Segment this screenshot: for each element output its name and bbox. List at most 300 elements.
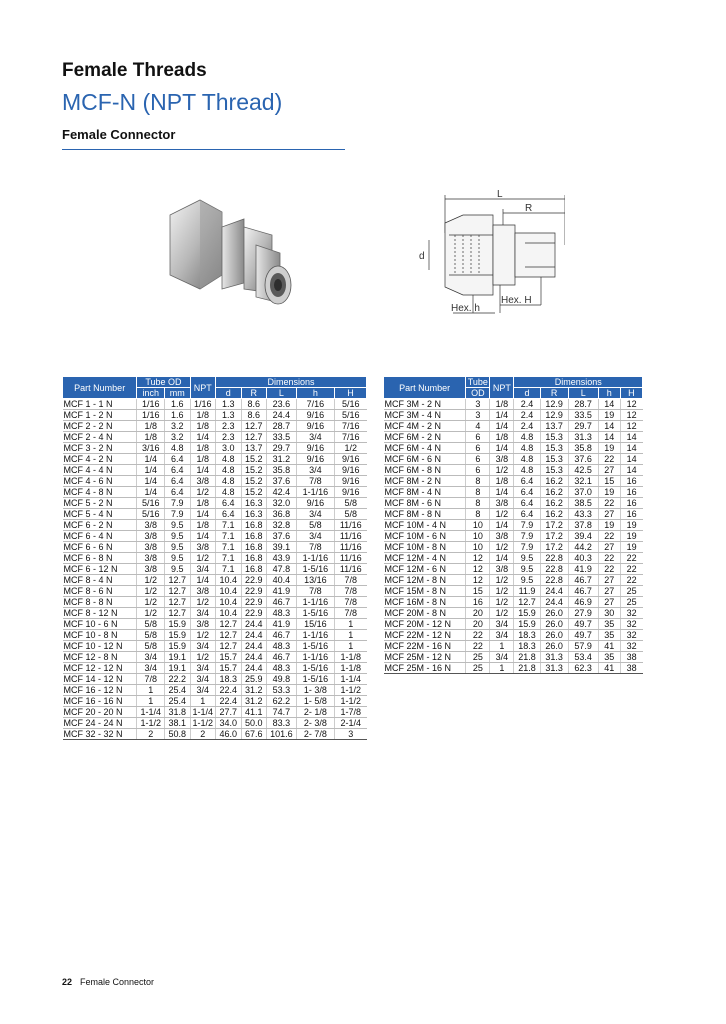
table-cell: MCF 22M - 16 N (384, 641, 466, 652)
table-cell: 9/16 (296, 498, 334, 509)
table-cell: 83.3 (267, 718, 297, 729)
table-row (384, 421, 643, 432)
table-cell: MCF 4 - 6 N (63, 476, 137, 487)
table-cell: 15.2 (241, 476, 267, 487)
table-cell: 4.8 (514, 465, 540, 476)
table-cell: 9.5 (165, 520, 191, 531)
table-cell: 1/2 (137, 586, 165, 597)
table-cell: 1/8 (490, 399, 514, 410)
table-cell: 7.1 (216, 564, 242, 575)
table-cell: 1/16 (190, 399, 216, 410)
table-cell: 9/16 (335, 487, 367, 498)
table-cell: 53.4 (568, 652, 598, 663)
table-cell: 4.8 (514, 454, 540, 465)
table-cell: 41 (598, 663, 620, 674)
table-cell: MCF 12M - 4 N (384, 553, 466, 564)
table-cell: 7.1 (216, 531, 242, 542)
table-cell: 1/4 (137, 465, 165, 476)
table-cell: 7/16 (335, 432, 367, 443)
table-cell: 25 (466, 652, 490, 663)
table-cell: 7/8 (296, 476, 334, 487)
table-cell: MCF 16 - 12 N (63, 685, 137, 696)
table-cell: 3/4 (190, 641, 216, 652)
table-cell: 25.4 (165, 696, 191, 707)
table-cell: 40.4 (267, 575, 297, 586)
table-cell: 12.7 (216, 641, 242, 652)
table-cell: 3/4 (296, 509, 334, 520)
table-cell: 1 (490, 641, 514, 652)
table-cell: 3/4 (137, 652, 165, 663)
table-cell: 41.9 (267, 586, 297, 597)
table-cell: 1/4 (490, 421, 514, 432)
table-cell: MCF 8M - 8 N (384, 509, 466, 520)
product-subtitle: Female Connector (62, 127, 176, 142)
table-cell: 16.2 (540, 509, 568, 520)
table-cell: 22 (620, 575, 642, 586)
table-row (384, 410, 643, 421)
table-cell: 22 (598, 531, 620, 542)
col-r: R (540, 388, 568, 399)
table-cell: 6.4 (514, 476, 540, 487)
table-cell: 11.9 (514, 586, 540, 597)
table-cell: 1/8 (137, 432, 165, 443)
table-cell: 7.9 (165, 509, 191, 520)
table-cell: 17.2 (540, 520, 568, 531)
table-cell: MCF 15M - 8 N (384, 586, 466, 597)
table-cell: 22 (466, 641, 490, 652)
table-cell: MCF 4 - 2 N (63, 454, 137, 465)
table-row (63, 718, 367, 729)
table-cell: 46.0 (216, 729, 242, 740)
table-cell: 4.8 (165, 443, 191, 454)
table-cell: 1/2 (490, 509, 514, 520)
table-cell: 1-5/16 (296, 608, 334, 619)
table-row (384, 509, 643, 520)
table-cell: MCF 8 - 12 N (63, 608, 137, 619)
table-row (63, 487, 367, 498)
col-d: d (514, 388, 540, 399)
table-cell: 2.4 (514, 410, 540, 421)
table-cell: 49.7 (568, 630, 598, 641)
table-cell: 27 (598, 597, 620, 608)
table-cell: 46.7 (568, 586, 598, 597)
col-h-large: H (335, 388, 367, 399)
table-cell: 1-1/16 (296, 630, 334, 641)
col-dimensions: Dimensions (514, 377, 643, 388)
table-cell: 1-1/16 (296, 553, 334, 564)
table-cell: 30 (598, 608, 620, 619)
table-row (63, 476, 367, 487)
table-row (384, 663, 643, 674)
table-cell: 22.9 (241, 597, 267, 608)
col-dimensions: Dimensions (216, 377, 367, 388)
table-cell: 18.3 (514, 641, 540, 652)
table-cell: 12.9 (540, 399, 568, 410)
col-mm: mm (165, 388, 191, 399)
table-cell: 46.7 (267, 630, 297, 641)
table-row (63, 696, 367, 707)
table-cell: MCF 8M - 2 N (384, 476, 466, 487)
table-cell: 16.8 (241, 553, 267, 564)
table-cell: 5/8 (335, 498, 367, 509)
table-cell: 1-1/8 (335, 663, 367, 674)
col-tube: Tube (467, 377, 488, 387)
table-cell: 3/4 (296, 465, 334, 476)
table-cell: 3 (466, 399, 490, 410)
col-tube-od: Tube OD (137, 377, 190, 388)
table-row (384, 564, 643, 575)
table-cell: 8 (466, 509, 490, 520)
table-cell: 20 (466, 608, 490, 619)
table-cell: MCF 20M - 8 N (384, 608, 466, 619)
table-cell: MCF 2 - 4 N (63, 432, 137, 443)
table-cell: 28.7 (568, 399, 598, 410)
table-cell: 7.9 (514, 520, 540, 531)
table-row (384, 432, 643, 443)
table-cell: 7.9 (514, 531, 540, 542)
table-cell: 9.5 (165, 531, 191, 542)
table-cell: 1/8 (190, 421, 216, 432)
table-cell: 10 (466, 531, 490, 542)
table-row (384, 553, 643, 564)
table-cell: 1-1/16 (296, 652, 334, 663)
table-cell: 15.9 (165, 641, 191, 652)
table-cell: 15.3 (540, 465, 568, 476)
table-cell: MCF 22M - 12 N (384, 630, 466, 641)
table-cell: 26.0 (540, 608, 568, 619)
table-cell: 41.9 (267, 619, 297, 630)
table-cell: 48.3 (267, 608, 297, 619)
table-cell: 3/8 (137, 520, 165, 531)
table-cell: 1-1/2 (190, 718, 216, 729)
table-row (63, 520, 367, 531)
table-cell: 22.4 (216, 696, 242, 707)
table-cell: 3/4 (190, 663, 216, 674)
table-cell: 18.3 (216, 674, 242, 685)
table-cell: 12 (620, 410, 642, 421)
table-cell: 6.4 (165, 476, 191, 487)
hex-h-label: Hex. h (451, 303, 480, 314)
table-cell: 3.2 (165, 421, 191, 432)
col-npt: NPT (190, 377, 216, 399)
table-cell: MCF 12M - 6 N (384, 564, 466, 575)
table-cell: 1/2 (137, 575, 165, 586)
table-cell: MCF 8 - 8 N (63, 597, 137, 608)
table-cell: 6.4 (216, 509, 242, 520)
table-cell: 11/16 (335, 542, 367, 553)
table-cell: 1/4 (490, 487, 514, 498)
table-cell: 15.3 (540, 443, 568, 454)
table-cell: 25 (620, 597, 642, 608)
table-cell: 12.7 (216, 630, 242, 641)
table-cell: 19 (598, 443, 620, 454)
table-cell: MCF 12M - 8 N (384, 575, 466, 586)
table-cell: 28.7 (267, 421, 297, 432)
table-cell: 4.8 (216, 454, 242, 465)
table-row (63, 465, 367, 476)
table-cell: 5/8 (137, 630, 165, 641)
table-row (63, 707, 367, 718)
table-cell: 3/4 (490, 652, 514, 663)
table-cell: 101.6 (267, 729, 297, 740)
section-title: Female Threads (62, 60, 207, 81)
table-cell: 24.4 (540, 597, 568, 608)
table-cell: 42.5 (568, 465, 598, 476)
col-d: d (216, 388, 242, 399)
table-cell: 13.7 (540, 421, 568, 432)
table-cell: 3/4 (190, 685, 216, 696)
table-cell: 9.5 (514, 553, 540, 564)
table-cell: 7.1 (216, 520, 242, 531)
table-cell: MCF 5 - 2 N (63, 498, 137, 509)
table-cell: MCF 1 - 2 N (63, 410, 137, 421)
table-cell: 27 (598, 542, 620, 553)
table-cell: 1 (335, 630, 367, 641)
table-cell: 3/8 (190, 586, 216, 597)
table-cell: 1.6 (165, 399, 191, 410)
table-cell: 10 (466, 542, 490, 553)
col-od: OD (466, 388, 490, 399)
table-cell: 24.4 (241, 663, 267, 674)
table-cell: 12.7 (165, 597, 191, 608)
table-cell: 1/8 (190, 454, 216, 465)
col-h-small: h (598, 388, 620, 399)
col-r: R (241, 388, 267, 399)
table-cell: MCF 3 - 2 N (63, 443, 137, 454)
table-cell: 3/8 (190, 619, 216, 630)
table-cell: 7/16 (335, 421, 367, 432)
table-row (63, 608, 367, 619)
table-cell: MCF 6 - 6 N (63, 542, 137, 553)
table-row (384, 586, 643, 597)
table-cell: 5/8 (335, 509, 367, 520)
col-npt: NPT (490, 377, 514, 399)
table-cell: 9.5 (165, 542, 191, 553)
table-cell: 3/8 (137, 531, 165, 542)
table-cell: 22 (598, 498, 620, 509)
table-cell: 1/8 (190, 498, 216, 509)
table-cell: 9/16 (296, 410, 334, 421)
table-cell: 1/4 (190, 575, 216, 586)
table-cell: 46.7 (267, 597, 297, 608)
table-cell: 11/16 (335, 553, 367, 564)
table-cell: 3/4 (190, 674, 216, 685)
table-cell: 37.6 (267, 476, 297, 487)
inch-dimension-table (62, 376, 367, 740)
table-cell: 43.9 (267, 553, 297, 564)
table-cell: 12 (620, 421, 642, 432)
table-cell: 1/2 (490, 575, 514, 586)
table-cell: MCF 8 - 6 N (63, 586, 137, 597)
table-cell: 22.8 (540, 564, 568, 575)
table-cell: 1 (137, 696, 165, 707)
table-cell: MCF 3M - 4 N (384, 410, 466, 421)
table-row (384, 630, 643, 641)
table-cell: 15.3 (540, 454, 568, 465)
table-cell: 19 (620, 520, 642, 531)
table-cell: 6.4 (514, 498, 540, 509)
table-cell: 16.3 (241, 509, 267, 520)
table-cell: 1.3 (216, 410, 242, 421)
table-cell: 26.0 (540, 630, 568, 641)
table-cell: 32.1 (568, 476, 598, 487)
table-cell: 12 (466, 564, 490, 575)
table-cell: 1-1/16 (296, 487, 334, 498)
table-cell: 22.8 (540, 575, 568, 586)
table-cell: 24.4 (540, 586, 568, 597)
table-cell: MCF 10M - 8 N (384, 542, 466, 553)
table-cell: 17.2 (540, 531, 568, 542)
table-cell: 2.3 (216, 421, 242, 432)
table-cell: 9.5 (165, 564, 191, 575)
table-cell: MCF 12 - 8 N (63, 652, 137, 663)
table-cell: 8.6 (241, 399, 267, 410)
dimension-drawing (415, 185, 565, 320)
table-cell: 49.7 (568, 619, 598, 630)
table-cell: MCF 5 - 4 N (63, 509, 137, 520)
table-cell: 2- 3/8 (296, 718, 334, 729)
table-cell: 1-1/2 (335, 685, 367, 696)
table-cell: 15 (466, 586, 490, 597)
table-row (63, 454, 367, 465)
table-cell: 1/4 (190, 509, 216, 520)
table-cell: 1/4 (490, 410, 514, 421)
table-cell: 3 (335, 729, 367, 740)
table-cell: 1/8 (190, 410, 216, 421)
table-cell: MCF 32 - 32 N (63, 729, 137, 740)
table-cell: 2- 7/8 (296, 729, 334, 740)
table-cell: 5/16 (137, 498, 165, 509)
table-cell: 11/16 (335, 520, 367, 531)
table-cell: 1.3 (216, 399, 242, 410)
table-cell: 32.8 (267, 520, 297, 531)
table-row (63, 498, 367, 509)
table-cell: 16.2 (540, 476, 568, 487)
table-cell: 3/8 (137, 542, 165, 553)
table-cell: 1-1/2 (137, 718, 165, 729)
table-row (63, 509, 367, 520)
table-cell: 22.9 (241, 575, 267, 586)
table-cell: 1 (335, 619, 367, 630)
table-row (384, 399, 643, 410)
table-cell: 15.9 (514, 619, 540, 630)
table-cell: 47.8 (267, 564, 297, 575)
table-cell: 32 (620, 641, 642, 652)
table-cell: 12.7 (165, 608, 191, 619)
table-cell: 1-5/16 (296, 663, 334, 674)
table-cell: 46.9 (568, 597, 598, 608)
table-cell: 1/4 (490, 553, 514, 564)
table-cell: 22 (620, 553, 642, 564)
table-cell: 35.8 (267, 465, 297, 476)
table-cell: 9/16 (296, 454, 334, 465)
table-cell: 12.7 (241, 421, 267, 432)
table-cell: 26.0 (540, 619, 568, 630)
col-h-small: h (296, 388, 334, 399)
table-cell: 16 (620, 487, 642, 498)
table-cell: 2 (137, 729, 165, 740)
table-row (384, 498, 643, 509)
table-cell: 35.8 (568, 443, 598, 454)
table-cell: 3 (466, 410, 490, 421)
table-cell: 1-1/2 (335, 696, 367, 707)
table-cell: 10.4 (216, 608, 242, 619)
table-cell: 2-1/4 (335, 718, 367, 729)
table-cell: 1 (137, 685, 165, 696)
table-cell: 1-1/4 (335, 674, 367, 685)
table-cell: 12.7 (216, 619, 242, 630)
table-cell: 9.5 (514, 564, 540, 575)
table-row (63, 619, 367, 630)
table-cell: 1-5/16 (296, 564, 334, 575)
table-cell: 22.9 (241, 586, 267, 597)
table-cell: 15.2 (241, 487, 267, 498)
model-title: MCF-N (NPT Thread) (62, 89, 283, 115)
table-cell: 1/2 (190, 630, 216, 641)
table-cell: 19 (598, 487, 620, 498)
table-cell: 25 (620, 586, 642, 597)
table-cell: 1/16 (137, 399, 165, 410)
table-cell: 7.1 (216, 553, 242, 564)
table-cell: 7/16 (296, 399, 334, 410)
table-cell: 50.8 (165, 729, 191, 740)
table-cell: MCF 4M - 2 N (384, 421, 466, 432)
table-cell: 27.9 (568, 608, 598, 619)
table-cell: 7.9 (165, 498, 191, 509)
col-l: L (267, 388, 297, 399)
table-cell: 31.3 (568, 432, 598, 443)
dim-r-label: R (525, 203, 533, 214)
table-cell: 39.1 (267, 542, 297, 553)
table-cell: MCF 1 - 1 N (63, 399, 137, 410)
table-row (384, 608, 643, 619)
table-cell: 3/4 (190, 608, 216, 619)
table-cell: MCF 10 - 12 N (63, 641, 137, 652)
table-cell: 22.9 (241, 608, 267, 619)
table-row (63, 399, 367, 410)
table-cell: 3.2 (165, 432, 191, 443)
table-cell: 38 (620, 652, 642, 663)
table-cell: 38.1 (165, 718, 191, 729)
table-cell: MCF 4 - 4 N (63, 465, 137, 476)
table-cell: 27 (598, 575, 620, 586)
table-cell: 1/4 (137, 476, 165, 487)
table-cell: MCF 6 - 2 N (63, 520, 137, 531)
table-cell: 9/16 (296, 421, 334, 432)
table-cell: 9.5 (514, 575, 540, 586)
table-cell: 16 (620, 476, 642, 487)
table-row (384, 465, 643, 476)
table-cell: 22 (598, 564, 620, 575)
table-cell: 15.2 (241, 454, 267, 465)
table-cell: 7/8 (296, 586, 334, 597)
table-cell: 44.2 (568, 542, 598, 553)
table-cell: 19 (620, 542, 642, 553)
table-cell: 1-1/4 (137, 707, 165, 718)
table-cell: MCF 8M - 4 N (384, 487, 466, 498)
table-cell: MCF 14 - 12 N (63, 674, 137, 685)
table-cell: 15.7 (216, 652, 242, 663)
table-cell: 14 (620, 432, 642, 443)
page-number: 22 (62, 977, 73, 987)
table-cell: 6.4 (514, 487, 540, 498)
table-row (63, 542, 367, 553)
table-cell: 1/8 (190, 520, 216, 531)
table-row (384, 443, 643, 454)
col-l: L (568, 388, 598, 399)
table-cell: 46.7 (568, 575, 598, 586)
table-cell: 1/2 (490, 608, 514, 619)
